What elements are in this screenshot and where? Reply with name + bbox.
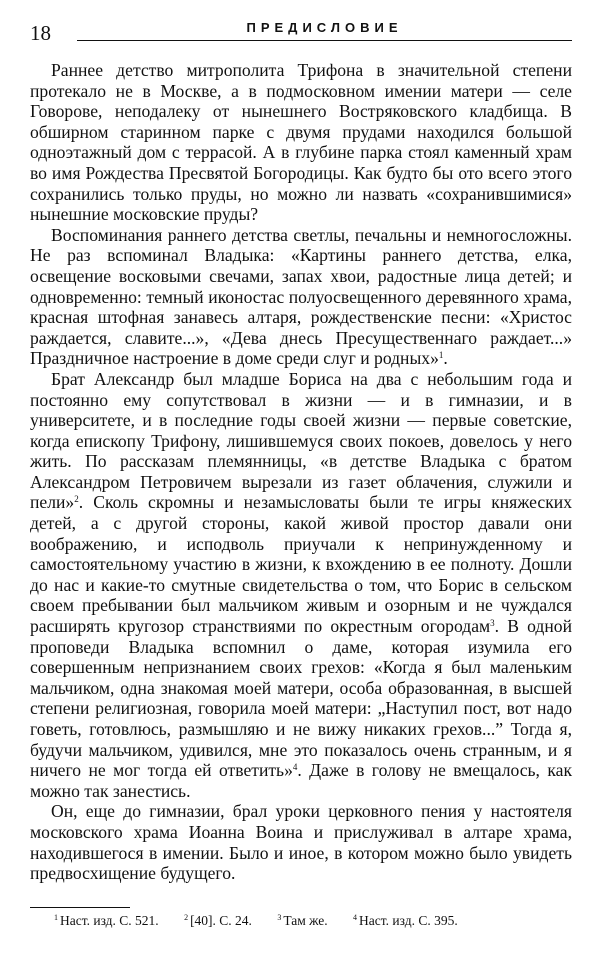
paragraph-text: . В одной проповеди Владыка вспомнил о даме, которая изумила его совершенным непризнанием своих грехов: «Когда я был маленьким мальчиком, одна знакомая моей матери, особа образованная, в высшей степени религиозная, говорила моей матери: „Наступил пост, вот надо говеть, готовлюсь, размышляю и не вижу никаких грехов...” Тогда я, будучи мальчиком, удивился, мне это показалось очень странным, и я ничего не мог тогда ей ответить» xyxy=(30,616,572,781)
footnote-4 xyxy=(353,912,458,930)
footnote-text: Там же. xyxy=(283,913,328,928)
paragraph-3 xyxy=(30,369,572,801)
paragraph-text: Раннее детство митрополита Трифона в значительной степени протекало не в Москве, а в подмосковном имении матери — селе Говорове, неподалеку от нынешнего Востряковского кладбища. В обширном старинном парке с двумя прудами находился большой одноэтажный дом с террасой. А в глубине парка стоял каменный храм во имя Рождества Пресвятой Богородицы. Как будто бы ото всего этого сохранились только пруды, но можно ли назвать «сохранившимися» нынешние московские пруды? xyxy=(30,60,572,225)
paragraph-4 xyxy=(30,801,572,883)
footnotes xyxy=(54,912,480,930)
footnote-number: 4 xyxy=(353,913,358,922)
footnote-1 xyxy=(54,912,159,930)
body-text xyxy=(30,60,572,884)
page-number: 18 xyxy=(30,21,51,45)
footnote-ref[interactable]: 2 xyxy=(74,494,79,505)
footnote-number: 3 xyxy=(277,913,282,922)
footnote-ref[interactable]: 4 xyxy=(292,762,298,773)
footnote-3 xyxy=(277,912,327,930)
paragraph-text: . Даже в голову не вмещалось, как можно так занестись. xyxy=(30,760,572,801)
footnote-2 xyxy=(184,912,252,930)
header-rule xyxy=(77,40,572,41)
footnote-text: Наст. изд. С. 395. xyxy=(359,913,458,928)
paragraph-text: Он, еще до гимназии, брал уроки церковного пения у настоятеля московского храма Иоанна Воина и прислуживал в алтаре храма, находившегося в имении. Было и иное, в котором можно было увидеть предвосхищение будущего. xyxy=(30,801,572,884)
paragraph-2 xyxy=(30,225,572,369)
footnote-ref[interactable]: 3 xyxy=(490,618,495,629)
paragraph-text: Воспоминания раннего детства светлы, печальны и немногосложны. Не раз вспоминал Владыка: «Картины раннего детства, елка, освещение восковыми свечами, запах хвои, радостные лица детей; и одновременно: темный иконостас полуосвещенного деревянного храма, красная штофная занавесь алтаря, рождественские песни: «Христос раждается, славите...», «Дева днесь Пресущественнаго раждает...» Праздничное настроение в доме среди слуг и родных» xyxy=(30,224,572,369)
footnote-text: Наст. изд. С. 521. xyxy=(60,913,159,928)
footnote-rule xyxy=(30,907,130,908)
paragraph-text: Брат Александр был младше Бориса на два с небольшим года и постоянно ему сопутствовал в жизни — и в гимназии, и в университете, и в последние годы своей жизни — первые советские, когда епископу Трифону, лишившемуся своих покоев, довелось у него жить. По рассказам племянницы, «в детстве Владыка с братом Александром Петровичем вырезали из газет облачения, служили и пели» xyxy=(30,368,572,513)
footnote-text: [40]. С. 24. xyxy=(190,913,252,928)
paragraph-text: . Сколь скромны и незамысловаты были те игры княжеских детей, а с другой стороны, какой живой простор давали они воображению, и исподволь приучали к непринужденному и самостоятельному участию в жизни, к вхождению в ее полноту. Дошли до нас и какие-то смутные свидетельства о том, что Борис в сельском своем пребывании был мальчиком живым и озорным и не чуждался расширять кругозор странствиями по окрестным огородам xyxy=(30,492,572,637)
running-title: ПРЕДИСЛОВИЕ xyxy=(246,20,403,35)
footnote-number: 1 xyxy=(54,913,58,922)
paragraph-text: . xyxy=(443,348,448,369)
paragraph-1 xyxy=(30,60,572,225)
footnote-number: 2 xyxy=(184,913,189,922)
running-head xyxy=(30,18,572,48)
footnote-ref[interactable]: 1 xyxy=(438,350,444,361)
